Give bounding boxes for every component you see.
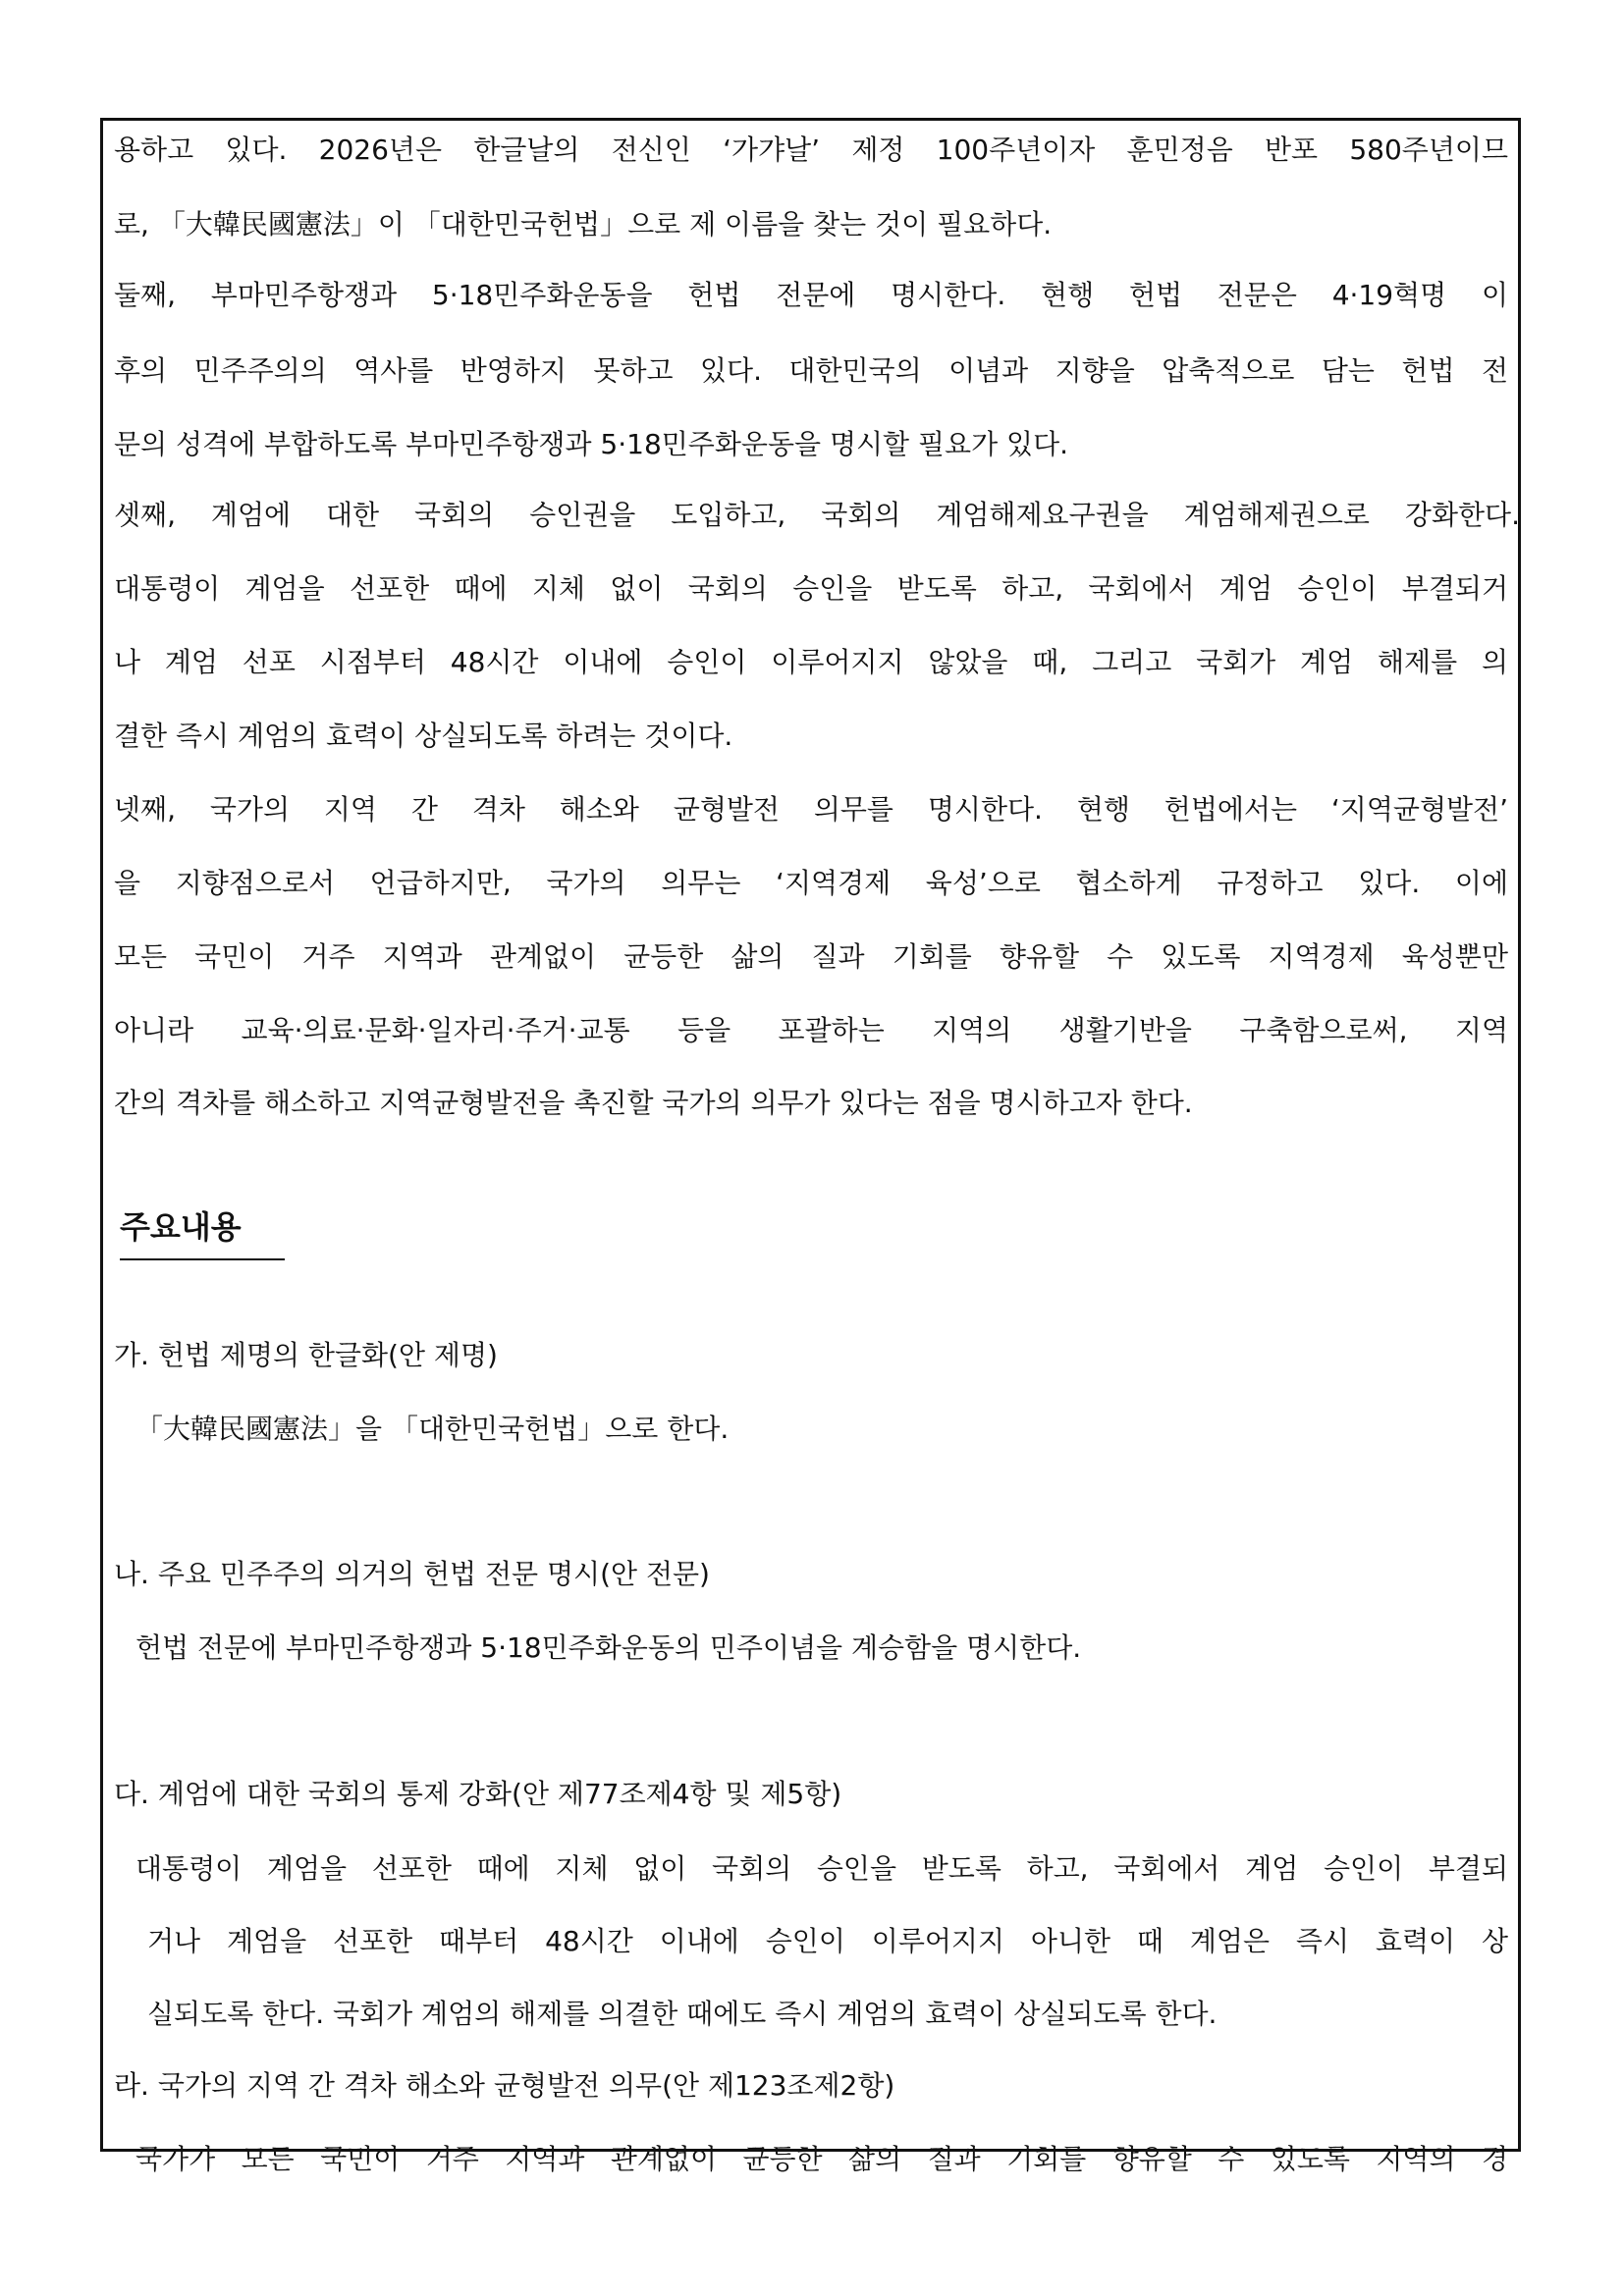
item-ra-body-line1: 국가가 모든 국민이 거주 지역과 관계없이 균등한 삶의 질과 기회를 향유할 수 있도록 지역의 경 — [135, 2143, 1508, 2175]
intro-p4-line1: 넷째, 국가의 지역 간 격차 해소와 균형발전 의무를 명시한다. 현행 헌법에서는 ‘지역균형발전’ — [114, 793, 1508, 826]
intro-p2-line2: 후의 민주주의의 역사를 반영하지 못하고 있다. 대한민국의 이념과 지향을 압축적으로 담는 헌법 전 — [114, 354, 1508, 387]
item-da-body-line3: 실되도록 한다. 국회가 계엄의 해제를 의결한 때에도 즉시 계엄의 효력이 상실되도록 한다. — [147, 1998, 1218, 2030]
intro-p1-line2: 로, 「大韓民國憲法」이 「대한민국헌법」으로 제 이름을 찾는 것이 필요하다. — [114, 208, 1053, 240]
intro-p4-line5: 간의 격차를 해소하고 지역균형발전을 촉진할 국가의 의무가 있다는 점을 명시하고자 한다. — [114, 1087, 1193, 1119]
item-ga-body: 「大韓民國憲法」을 「대한민국헌법」으로 한다. — [135, 1413, 730, 1445]
intro-p1-line1: 용하고 있다. 2026년은 한글날의 전신인 ‘가갸날’ 제정 100주년이자 훈민정음 반포 580주년이므 — [114, 133, 1508, 166]
item-ra-title: 라. 국가의 지역 간 격차 해소와 균형발전 의무(안 제123조제2항) — [114, 2069, 895, 2102]
intro-p3-line1: 셋째, 계엄에 대한 국회의 승인권을 도입하고, 국회의 계엄해제요구권을 계엄해제권으로 강화한다. — [114, 499, 1520, 531]
intro-p3-line3: 나 계엄 선포 시점부터 48시간 이내에 승인이 이루어지지 않았을 때, 그리고 국회가 계엄 해제를 의 — [114, 646, 1508, 678]
item-da-body-line2: 거나 계엄을 선포한 때부터 48시간 이내에 승인이 이루어지지 아니한 때 계엄은 즉시 효력이 상 — [147, 1925, 1508, 1957]
section-heading: 주요내용 — [120, 1205, 285, 1260]
item-da-body-line1: 대통령이 계엄을 선포한 때에 지체 없이 국회의 승인을 받도록 하고, 국회에서 계엄 승인이 부결되 — [135, 1852, 1508, 1885]
item-ga-title: 가. 헌법 제명의 한글화(안 제명) — [114, 1339, 498, 1371]
document-frame — [100, 118, 1521, 2152]
intro-p2-line1: 둘째, 부마민주항쟁과 5·18민주화운동을 헌법 전문에 명시한다. 현행 헌법 전문은 4·19혁명 이 — [114, 279, 1508, 311]
intro-p4-line2: 을 지향점으로서 언급하지만, 국가의 의무는 ‘지역경제 육성’으로 협소하게 규정하고 있다. 이에 — [114, 867, 1508, 899]
intro-p4-line4: 아니라 교육·의료·문화·일자리·주거·교통 등을 포괄하는 지역의 생활기반을 구축함으로써, 지역 — [114, 1014, 1508, 1046]
item-da-title: 다. 계엄에 대한 국회의 통제 강화(안 제77조제4항 및 제5항) — [114, 1778, 842, 1810]
intro-p4-line3: 모든 국민이 거주 지역과 관계없이 균등한 삶의 질과 기회를 향유할 수 있도록 지역경제 육성뿐만 — [114, 940, 1508, 973]
intro-p2-line3: 문의 성격에 부합하도록 부마민주항쟁과 5·18민주화운동을 명시할 필요가 있다. — [114, 428, 1069, 460]
intro-p3-line4: 결한 즉시 계엄의 효력이 상실되도록 하려는 것이다. — [114, 720, 733, 752]
item-na-body: 헌법 전문에 부마민주항쟁과 5·18민주화운동의 민주이념을 계승함을 명시한다. — [135, 1631, 1082, 1664]
intro-p3-line2: 대통령이 계엄을 선포한 때에 지체 없이 국회의 승인을 받도록 하고, 국회에서 계엄 승인이 부결되거 — [114, 572, 1508, 605]
item-na-title: 나. 주요 민주주의 의거의 헌법 전문 명시(안 전문) — [114, 1558, 710, 1590]
